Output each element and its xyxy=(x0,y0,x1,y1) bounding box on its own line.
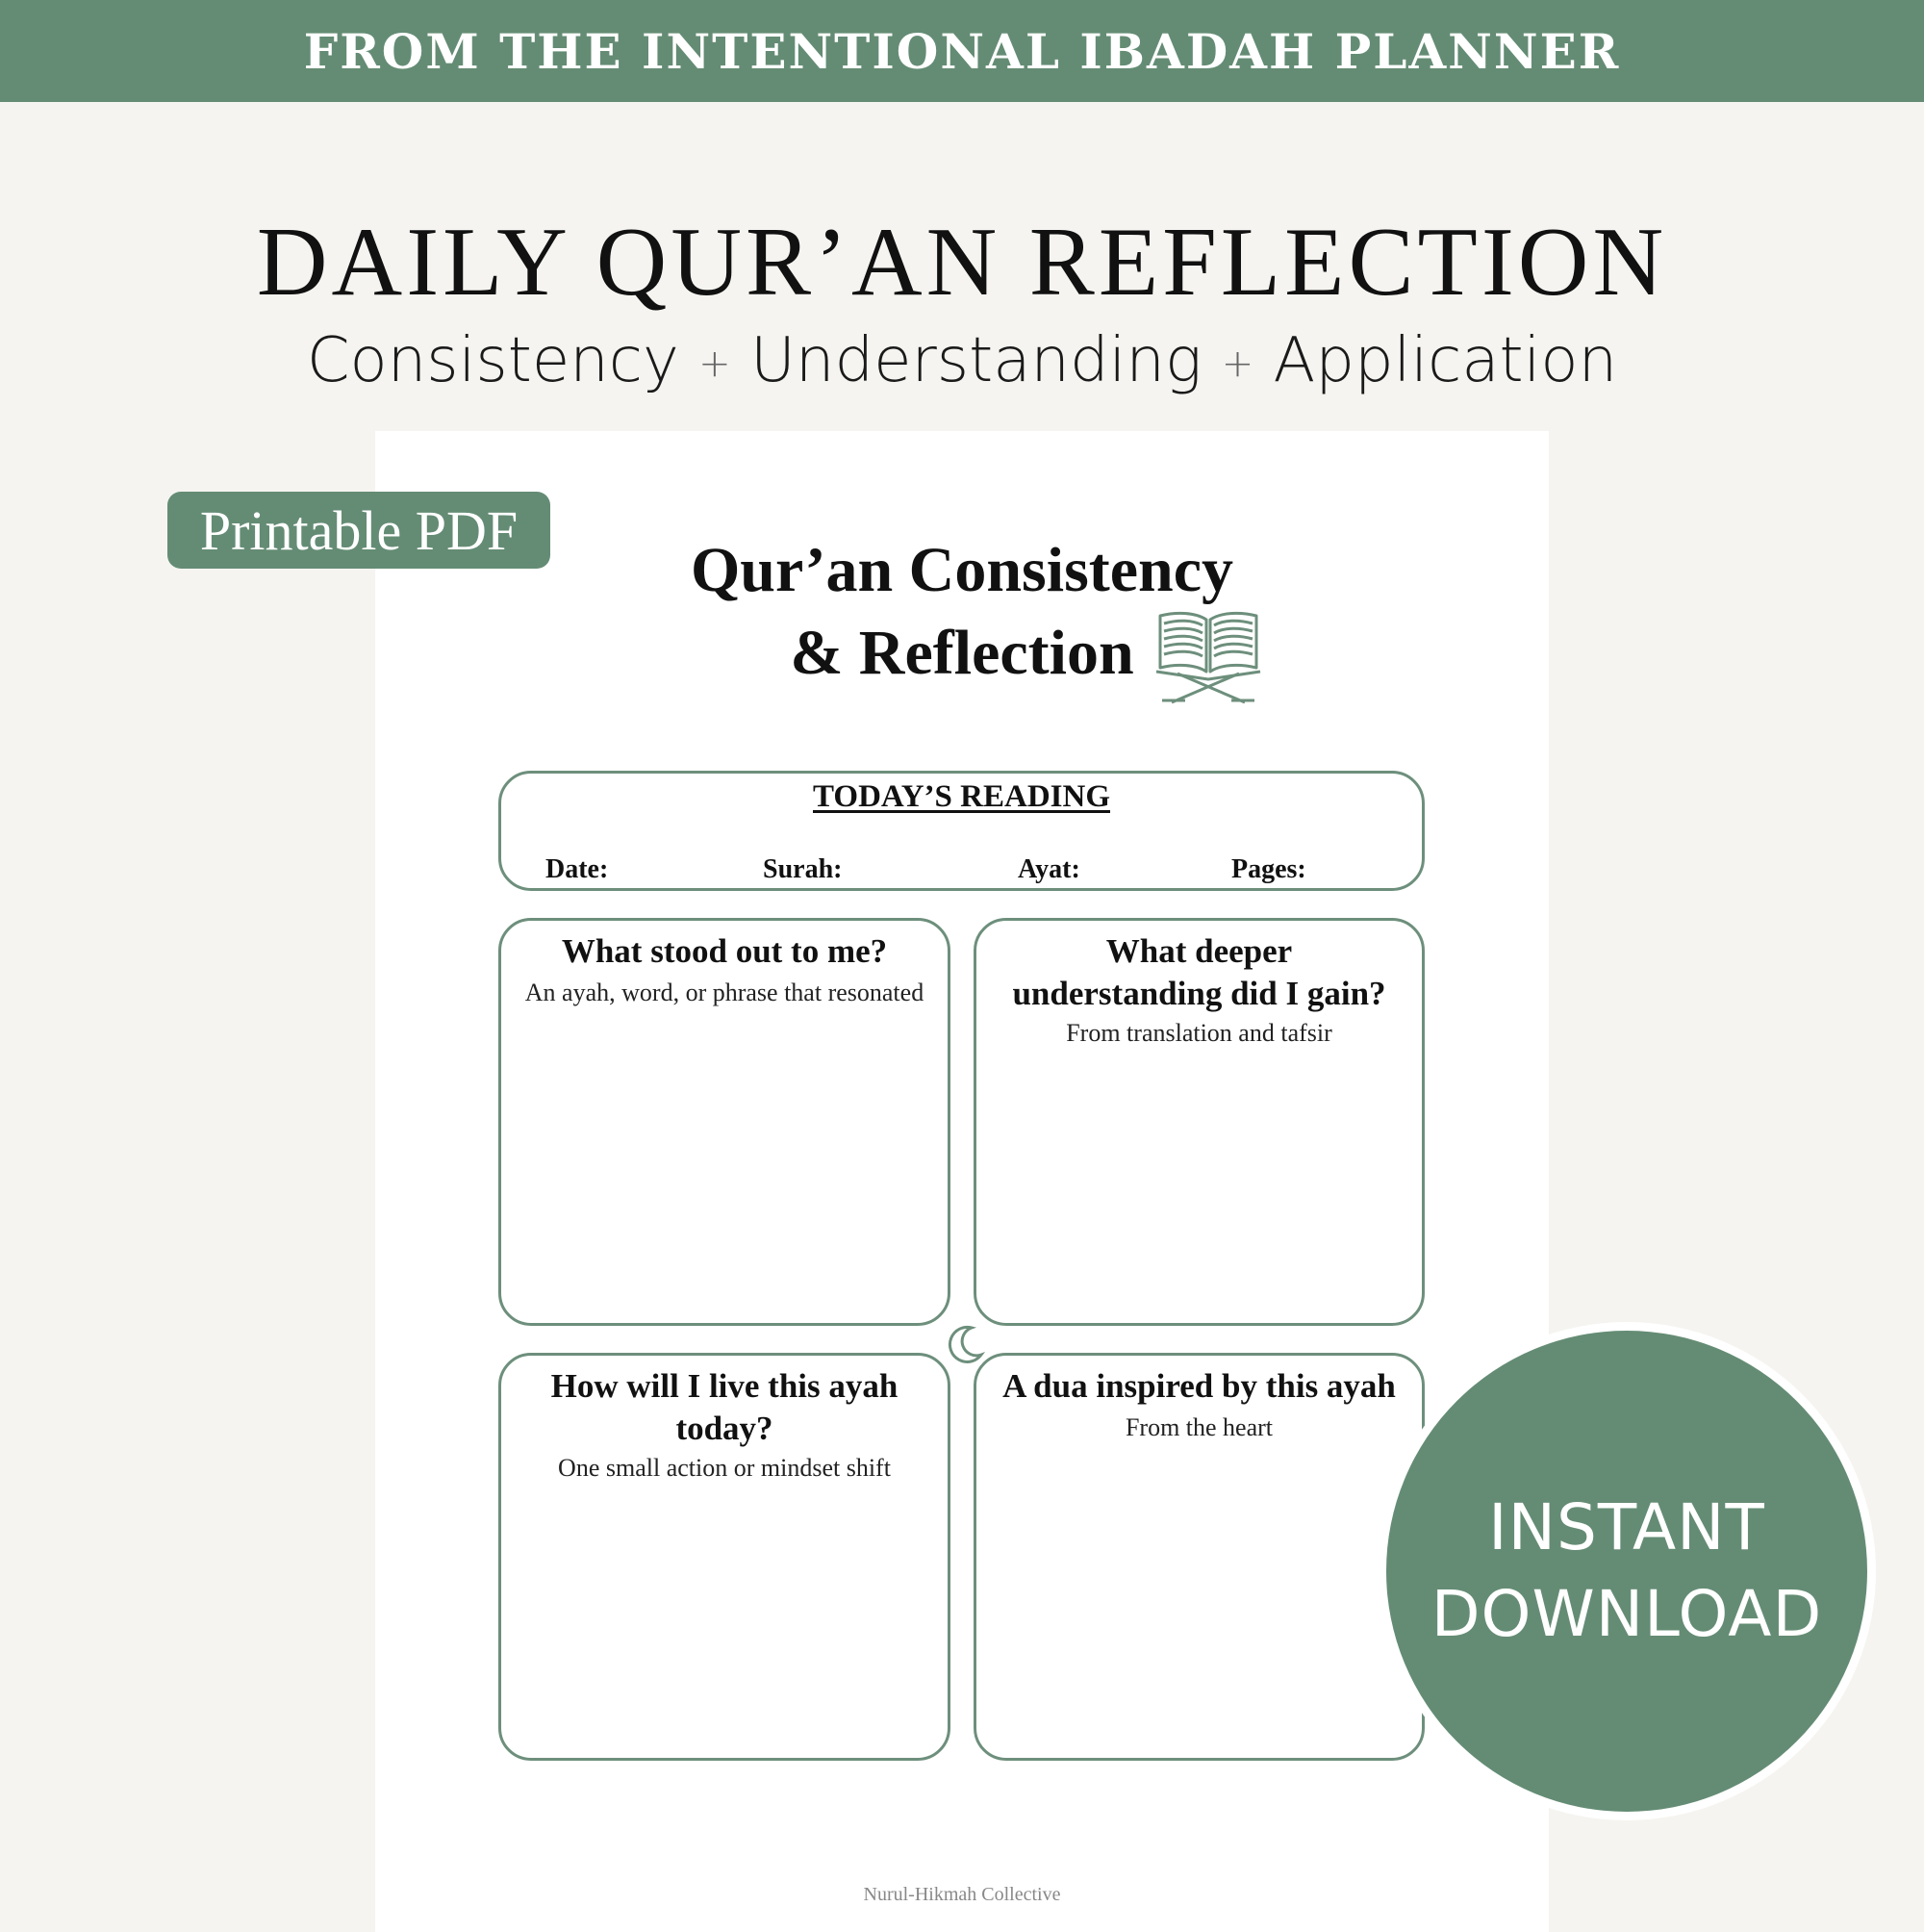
date-field-label[interactable]: Date: xyxy=(545,854,609,884)
subtitle-word-understanding: Understanding xyxy=(750,325,1202,396)
banner-text: FROM THE INTENTIONAL IBADAH PLANNER xyxy=(303,22,1621,80)
sheet-title-line2: & Reflection xyxy=(790,618,1134,688)
box-title: What stood out to me? xyxy=(561,932,888,970)
ayat-field-label[interactable]: Ayat: xyxy=(1018,854,1080,884)
badge-label: Printable PDF xyxy=(199,498,519,562)
plus-separator: + xyxy=(1221,342,1254,387)
top-banner xyxy=(0,0,1924,102)
surah-field-label[interactable]: Surah: xyxy=(763,854,843,884)
download-line1: INSTANT xyxy=(1488,1490,1765,1564)
box-title: A dua inspired by this ayah xyxy=(1002,1367,1396,1405)
subtitle-word-consistency: Consistency xyxy=(306,325,679,396)
sheet-title xyxy=(0,529,1924,695)
box-subtitle: From the heart xyxy=(1125,1413,1274,1441)
todays-reading-box xyxy=(498,771,1425,891)
instant-download-badge xyxy=(1378,1322,1876,1820)
plus-separator: + xyxy=(698,342,731,387)
pages-field-label[interactable]: Pages: xyxy=(1231,854,1306,884)
live-this-ayah-box[interactable] xyxy=(498,1353,950,1761)
box-subtitle: An ayah, word, or phrase that resonated xyxy=(524,979,924,1006)
quran-stand-icon xyxy=(1152,606,1264,706)
box-title: What deeper understanding did I gain? xyxy=(1012,932,1386,1012)
box-subtitle: From translation and tafsir xyxy=(1066,1019,1332,1047)
todays-reading-title: TODAY’S READING xyxy=(813,779,1110,814)
box-subtitle: One small action or mindset shift xyxy=(558,1454,891,1482)
download-line2: DOWNLOAD xyxy=(1430,1577,1823,1651)
sheet-footer: Nurul-Hikmah Collective xyxy=(863,1884,1061,1905)
box-title: How will I live this ayah today? xyxy=(550,1367,899,1447)
stood-out-box[interactable] xyxy=(498,918,950,1326)
deeper-understanding-box[interactable] xyxy=(974,918,1425,1326)
dua-box[interactable] xyxy=(974,1353,1425,1761)
page-title: DAILY QUR’AN REFLECTION xyxy=(256,208,1668,317)
sheet-title-line1: Qur’an Consistency xyxy=(690,535,1234,605)
crescent-moon-icon xyxy=(943,1322,987,1366)
page-subtitle xyxy=(0,325,1924,396)
instant-download-inner xyxy=(1386,1331,1867,1812)
subtitle-word-application: Application xyxy=(1273,325,1618,396)
